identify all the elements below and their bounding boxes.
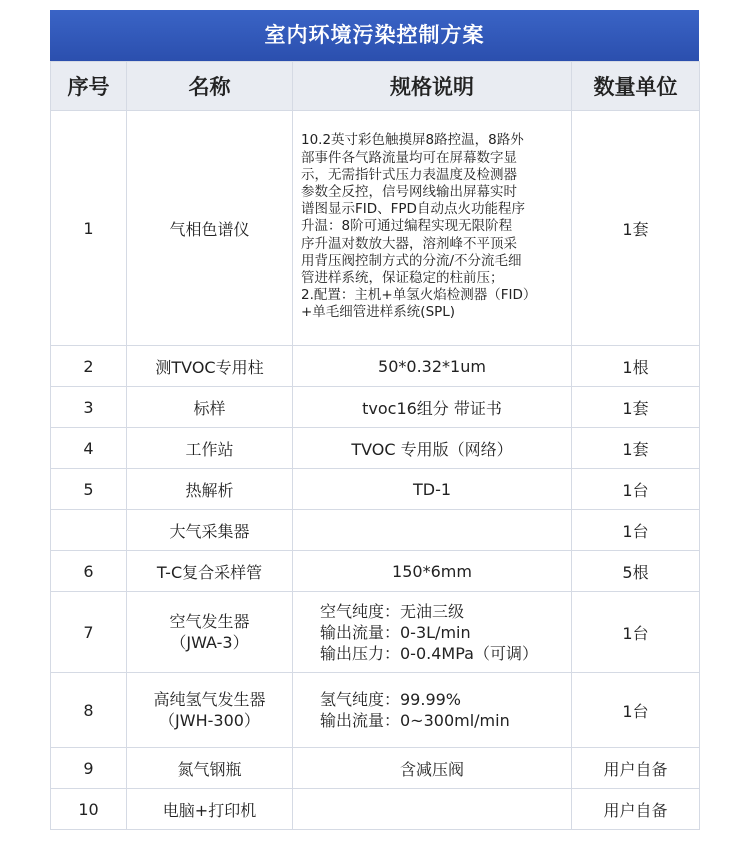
cell-name: 大气采集器 — [127, 510, 293, 551]
cell-no — [51, 510, 127, 551]
header-no: 序号 — [51, 62, 127, 111]
cell-name: 测TVOC专用柱 — [127, 346, 293, 387]
spec-line: 谱图显示FID、FPD自动点火功能程序 — [301, 201, 525, 218]
cell-no: 8 — [51, 673, 127, 748]
cell-spec — [293, 510, 572, 551]
cell-spec — [293, 789, 572, 830]
table-row — [51, 551, 700, 592]
table-header-row — [51, 62, 700, 111]
header-qty: 数量单位 — [572, 62, 700, 111]
cell-no: 5 — [51, 469, 127, 510]
cell-qty: 用户自备 — [572, 789, 700, 830]
spec-line: 输出流量：0-3L/min — [320, 622, 471, 642]
cell-name: 电脑+打印机 — [127, 789, 293, 830]
table-row — [51, 111, 700, 346]
cell-qty: 1台 — [572, 510, 700, 551]
cell-spec: TD-1 — [293, 469, 572, 510]
cell-name — [127, 673, 293, 748]
cell-no: 2 — [51, 346, 127, 387]
header-spec: 规格说明 — [293, 62, 572, 111]
document — [50, 10, 699, 830]
table-row — [51, 428, 700, 469]
spec-line: 用背压阀控制方式的分流/不分流毛细 — [301, 252, 522, 269]
cell-qty: 1套 — [572, 387, 700, 428]
spec-line: 空气纯度：无油三级 — [320, 601, 465, 621]
table-row — [51, 469, 700, 510]
cell-name — [127, 592, 293, 673]
cell-qty: 1台 — [572, 592, 700, 673]
table-row — [51, 387, 700, 428]
cell-qty: 1台 — [572, 673, 700, 748]
spec-line: 2.配置：主机+单氢火焰检测器（FID） — [301, 287, 537, 304]
cell-name: 气相色谱仪 — [127, 111, 293, 346]
cell-qty: 1套 — [572, 111, 700, 346]
cell-qty: 1根 — [572, 346, 700, 387]
table-row — [51, 673, 700, 748]
cell-no: 10 — [51, 789, 127, 830]
spec-line: 管进样系统，保证稳定的柱前压； — [301, 270, 504, 286]
table-row — [51, 346, 700, 387]
name-line: 空气发生器 — [169, 612, 250, 631]
table-row — [51, 789, 700, 830]
cell-no: 3 — [51, 387, 127, 428]
cell-qty: 用户自备 — [572, 748, 700, 789]
spec-line: 氢气纯度：99.99% — [320, 690, 462, 709]
cell-no: 6 — [51, 551, 127, 592]
document-title: 室内环境污染控制方案 — [50, 10, 699, 61]
cell-no: 9 — [51, 748, 127, 789]
cell-no: 7 — [51, 592, 127, 673]
cell-qty: 5根 — [572, 551, 700, 592]
cell-spec — [293, 592, 572, 673]
spec-line: +单毛细管进样系统(SPL) — [301, 304, 456, 321]
spec-line: 参数全反控，信号网线输出屏幕实时 — [301, 183, 517, 200]
cell-no: 1 — [51, 111, 127, 346]
cell-spec — [293, 111, 572, 346]
table-row — [51, 510, 700, 551]
cell-qty: 1台 — [572, 469, 700, 510]
spec-line: 10.2英寸彩色触摸屏8路控温，8路外 — [301, 132, 524, 149]
cell-spec: tvoc16组分 带证书 — [293, 387, 572, 428]
cell-spec — [293, 673, 572, 748]
spec-line: 序升温对数放大器，溶剂峰不平顶采 — [301, 235, 517, 252]
cell-spec: 50*0.32*1um — [293, 346, 572, 387]
table-row — [51, 592, 700, 673]
cell-no: 4 — [51, 428, 127, 469]
equipment-table — [50, 61, 700, 830]
cell-name: 热解析 — [127, 469, 293, 510]
cell-name: 工作站 — [127, 428, 293, 469]
cell-spec: TVOC 专用版（网络） — [293, 428, 572, 469]
spec-line: 输出压力：0-0.4MPa（可调） — [320, 643, 538, 663]
cell-spec: 含减压阀 — [293, 748, 572, 789]
cell-name: 氮气钢瓶 — [127, 748, 293, 789]
spec-line: 部事件各气路流量均可在屏幕数字显 — [301, 149, 517, 166]
cell-name: T-C复合采样管 — [127, 551, 293, 592]
cell-spec: 150*6mm — [293, 551, 572, 592]
name-line: （JWA-3） — [170, 633, 249, 652]
spec-line: 输出流量：0~300ml/min — [320, 711, 510, 730]
spec-line: 示，无需指针式压力表温度及检测器 — [301, 166, 517, 183]
cell-name: 标样 — [127, 387, 293, 428]
cell-qty: 1套 — [572, 428, 700, 469]
name-line: （JWH-300） — [159, 711, 260, 730]
table-row — [51, 748, 700, 789]
header-name: 名称 — [127, 62, 293, 111]
name-line: 高纯氢气发生器 — [153, 690, 266, 709]
spec-line: 升温：8阶可通过编程实现无限阶程 — [301, 218, 513, 235]
